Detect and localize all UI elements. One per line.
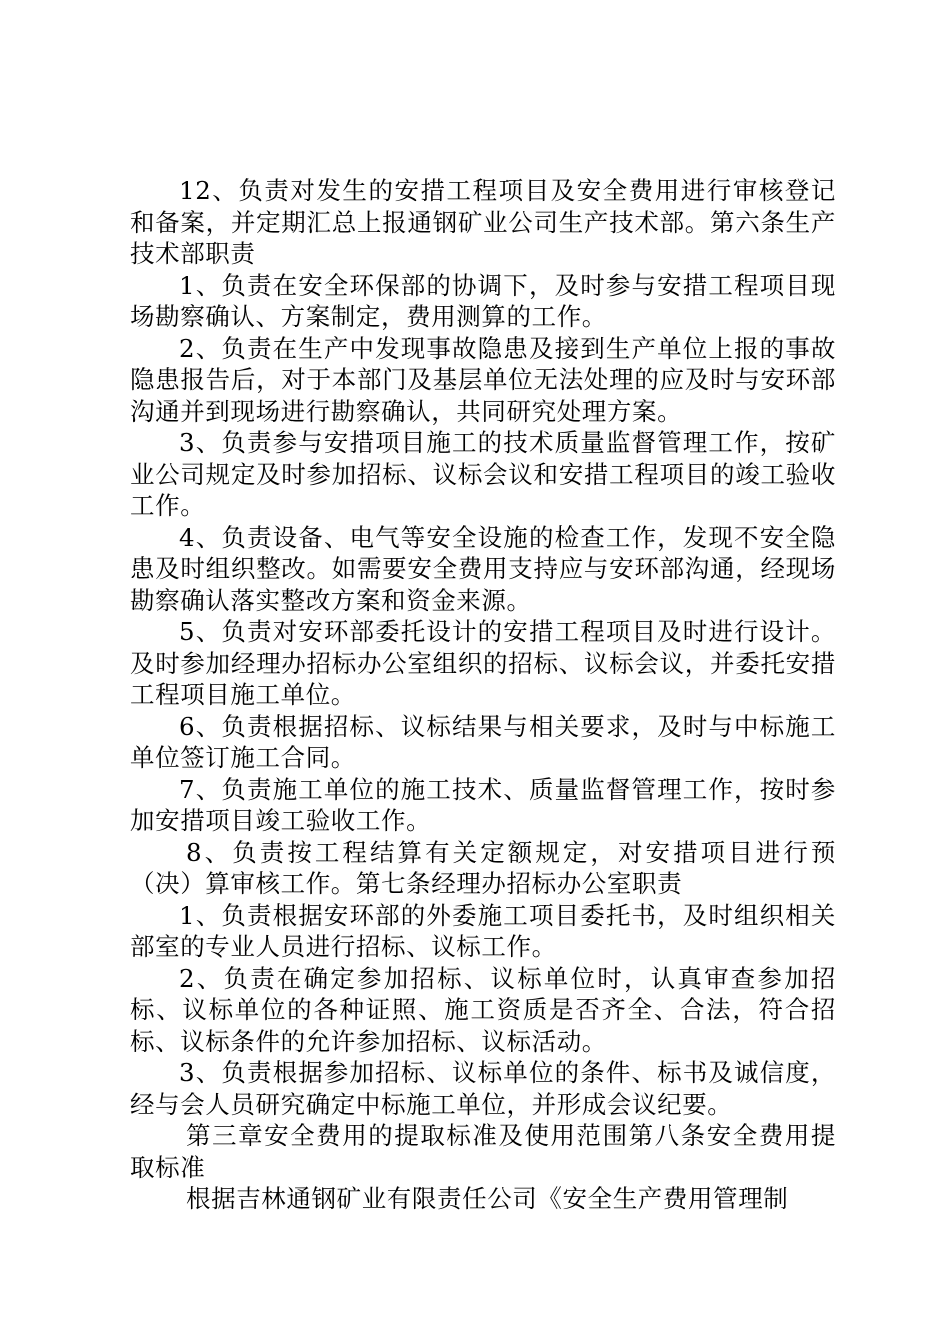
paragraph-chapter-3-intro: 根据吉林通钢矿业有限责任公司《安全生产费用管理制: [186, 1184, 789, 1213]
paragraph-production-6: 6、负责根据招标、议标结果与相关要求，及时与中标施工单位签订施工合同。: [130, 711, 836, 772]
document-body: [130, 175, 836, 1215]
chapter-3-heading: 第三章安全费用的提取标准及使用范围第八条安全费用提取标准: [130, 1121, 836, 1182]
paragraph-production-2: 2、负责在生产中发现事故隐患及接到生产单位上报的事故隐患报告后，对于本部门及基层单位无法处理的应及时与安环部沟通并到现场进行勘察确认，共同研究处理方案。: [130, 333, 836, 426]
paragraph-production-3: 3、负责参与安措项目施工的技术质量监督管理工作，按矿业公司规定及时参加招标、议标会议和安措工程项目的竣工验收工作。: [130, 428, 836, 520]
paragraph-production-8-and-article-7: 8、负责按工程结算有关定额规定，对安措项目进行预（决）算审核工作。第七条经理办招标办公室职责: [130, 837, 836, 898]
paragraph-production-7: 7、负责施工单位的施工技术、质量监督管理工作，按时参加安措项目竣工验收工作。: [130, 774, 836, 835]
paragraph-bidding-2: 2、负责在确定参加招标、议标单位时，认真审查参加招标、议标单位的各种证照、施工资质是否齐全、合法，符合招标、议标条件的允许参加招标、议标活动。: [130, 963, 836, 1056]
paragraph-production-1: 1、负责在安全环保部的协调下，及时参与安措工程项目现场勘察确认、方案制定，费用测算的工作。: [130, 270, 836, 331]
paragraph-bidding-1: 1、负责根据安环部的外委施工项目委托书，及时组织相关部室的专业人员进行招标、议标工作。: [130, 900, 836, 961]
paragraph-production-4: 4、负责设备、电气等安全设施的检查工作，发现不安全隐患及时组织整改。如需要安全费用支持应与安环部沟通，经现场勘察确认落实整改方案和资金来源。: [130, 522, 836, 615]
paragraph-12-and-article-6: 12、负责对发生的安措工程项目及安全费用进行审核登记和备案，并定期汇总上报通钢矿业公司生产技术部。第六条生产技术部职责: [130, 176, 836, 268]
paragraph-production-5: 5、负责对安环部委托设计的安措工程项目及时进行设计。及时参加经理办招标办公室组织的招标、议标会议，并委托安措工程项目施工单位。: [130, 617, 836, 709]
paragraph-bidding-3: 3、负责根据参加招标、议标单位的条件、标书及诚信度，经与会人员研究确定中标施工单位，并形成会议纪要。: [130, 1058, 836, 1119]
